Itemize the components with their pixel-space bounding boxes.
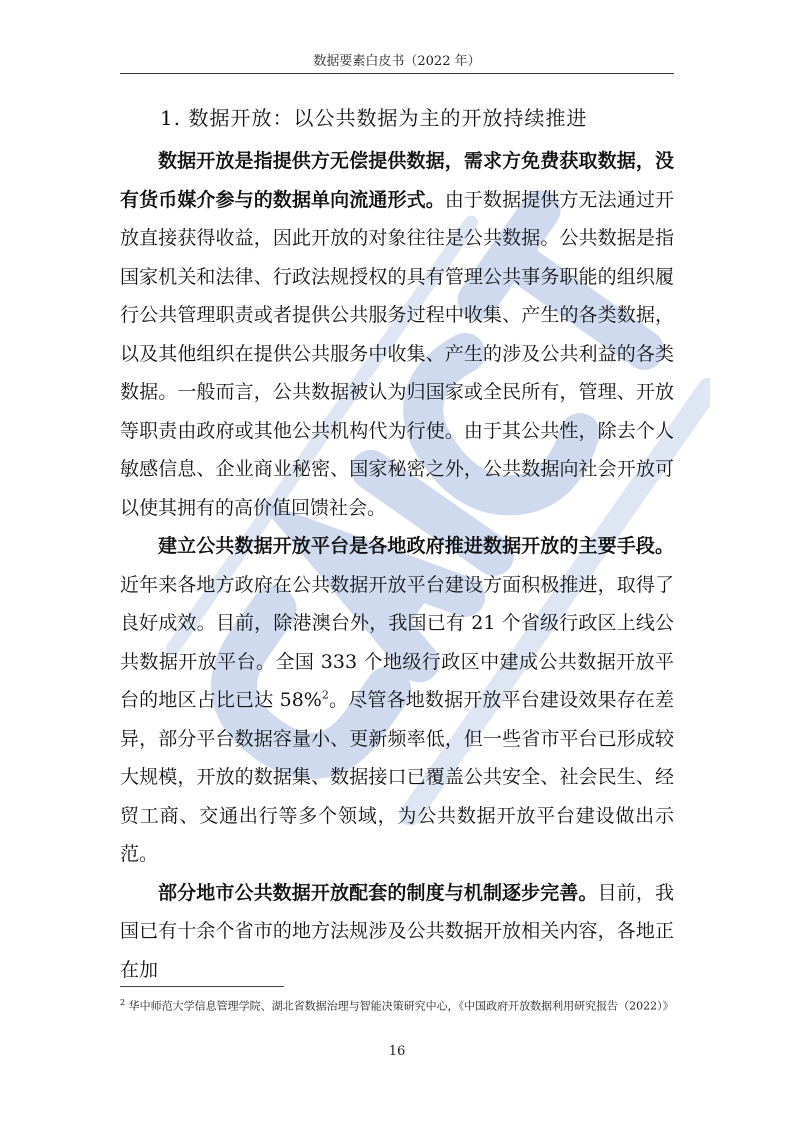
paragraph-open-regulation: [120, 874, 674, 990]
running-header: 数据要素白皮书（2022 年）: [313, 54, 481, 69]
footnote-reference[interactable]: 2: [321, 688, 329, 702]
paragraph-data-opening: [120, 142, 674, 527]
paragraph-body: 由于数据提供方无法通过开放直接获得收益，因此开放的对象往往是公共数据。公共数据是指国家机关和法律、行政法规授权的具有管理公共事务职能的组织履行公共管理职责或者提供公共服务过程中收集、产生的各类数据，以及其他组织在提供公共服务中收集、产生的涉及公共利益的各类数据。一般而言，公共数据被认为归国家或全民所有，管理、开放等职责由政府或其他公共机构代为行使。由于其公共性，除去个人敏感信息、企业商业秘密、国家秘密之外，公共数据向社会开放可以使其拥有的高价值回馈社会。: [120, 188, 674, 519]
paragraph-body: 。尽管各地数据开放平台建设效果存在差异，部分平台数据容量小、更新频率低，但一些省市平台已形成较大规模，开放的数据集、数据接口已覆盖公共安全、社会民生、经贸工商、交通出行等多个领域，为公共数据开放平台建设做出示范。: [120, 689, 674, 865]
paragraph-body: 近年来各地方政府在公共数据开放平台建设方面积极推进，取得了良好成效。目前，除港澳台外，我国已有 21 个省级行政区上线公共数据开放平台。全国 333 个地级行政区中建成公共数据开放平台的地区占比已达 58%: [120, 573, 674, 711]
body-text: [120, 142, 674, 989]
paragraph-body: 目前，我国已有十余个省市的地方法规涉及公共数据开放相关内容，各地正在加: [120, 881, 674, 981]
footnote: [120, 994, 674, 1015]
footnote-text: 华中师范大学信息管理学院、湖北省数据治理与智能决策研究中心，《中国政府开放数据利用研究报告（2022）》: [128, 999, 674, 1013]
paragraph-lead: 数据开放是指提供方无偿提供数据，需求方免费获取数据，没有货币媒介参与的数据单向流通形式。: [120, 150, 674, 211]
footnote-number: 2: [120, 998, 126, 1007]
paragraph-lead: 部分地市公共数据开放配套的制度与机制逐步完善。: [158, 881, 598, 904]
page-number: 16: [388, 1044, 406, 1059]
header-divider: [120, 73, 674, 74]
paragraph-lead: 建立公共数据开放平台是各地政府推进数据开放的主要手段。: [158, 535, 674, 557]
section-heading: 1. 数据开放：以公共数据为主的开放持续推进: [160, 106, 588, 130]
paragraph-open-platform: [120, 527, 674, 874]
